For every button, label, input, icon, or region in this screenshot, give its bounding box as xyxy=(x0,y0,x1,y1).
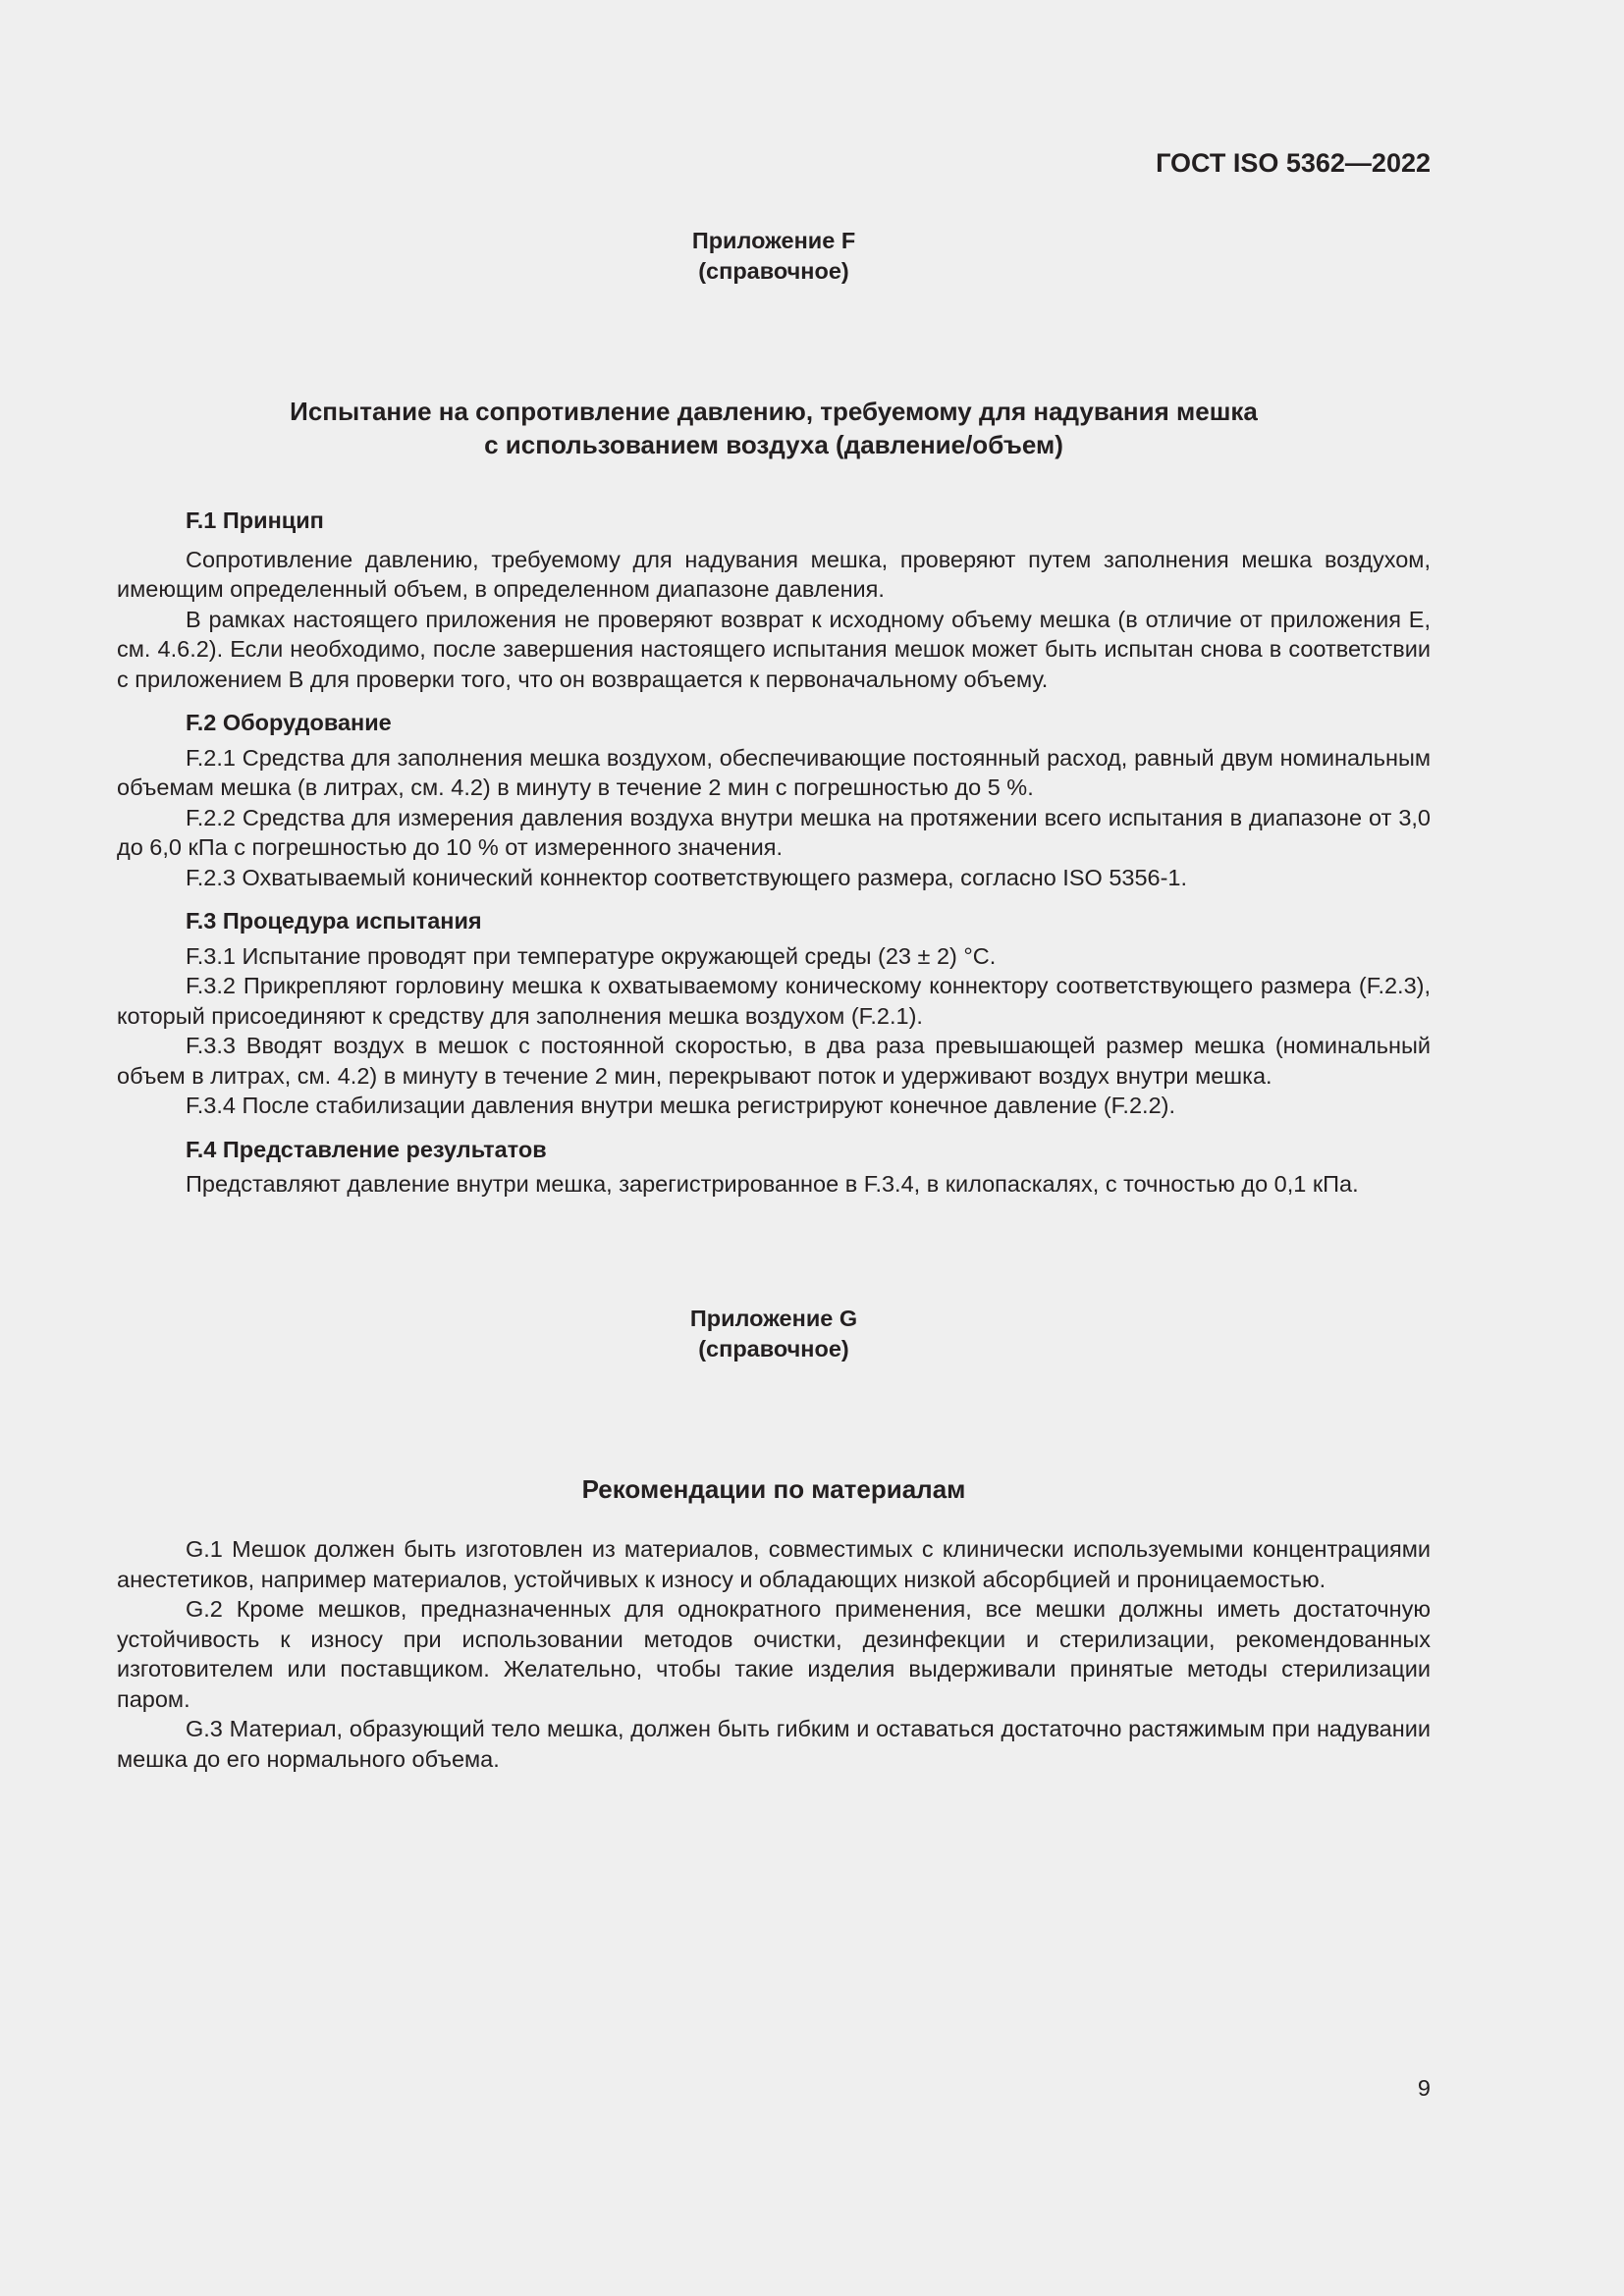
paragraph: F.3.3 Вводят воздух в мешок с постоянной скоростью, в два раза превышающей размер мешка (номинальный объем в литрах, см. 4.2) в минуту в течение 2 мин, перекрывают поток и удерживают воздух внутри мешка. xyxy=(117,1033,1431,1089)
appendix-g-label: Приложение G xyxy=(689,1306,858,1331)
section-heading-f2: F.2 Оборудование xyxy=(186,710,392,735)
paragraph: F.3.4 После стабилизации давления внутри мешка регистрируют конечное давление (F.2.2). xyxy=(186,1093,1175,1118)
section-heading-f1: F.1 Принцип xyxy=(186,507,324,533)
paragraph: F.3.1 Испытание проводят при температуре окружающей среды (23 ± 2) °С. xyxy=(186,942,997,969)
paragraph: G.3 Материал, образующий тело мешка, должен быть гибким и оставаться достаточно растяжимым при надувании мешка до его нормального объема. xyxy=(117,1716,1431,1772)
appendix-f-status: (справочное) xyxy=(698,258,849,284)
appendix-g-body xyxy=(117,1534,1431,1774)
appendix-g-status: (справочное) xyxy=(698,1336,849,1362)
appendix-f-body xyxy=(117,506,1431,1200)
paragraph: Сопротивление давлению, требуемому для надувания мешка, проверяют путем заполнения мешка воздухом, имеющим определенный объем, в определенном диапазоне давления. xyxy=(117,546,1431,602)
paragraph: F.3.2 Прикрепляют горловину мешка к охватываемому коническому коннектору соответствующего размера (F.2.3), который присоединяют к средству для заполнения мешка воздухом (F.2.1). xyxy=(117,973,1431,1029)
paragraph: G.2 Кроме мешков, предназначенных для однократного применения, все мешки должны иметь достаточную устойчивость к износу при использовании методов очистки, дезинфекции и стерилизации, рекомендованных изготовителем или поставщиком. Желательно, чтобы такие изделия выдерживали принятые методы стерилизации паром. xyxy=(117,1596,1431,1712)
standard-code: ГОСТ ISO 5362—2022 xyxy=(1156,148,1431,178)
paragraph: В рамках настоящего приложения не проверяют возврат к исходному объему мешка (в отличие от приложения Е, см. 4.6.2). Если необходимо, после завершения настоящего испытания мешок может быть испытан снова в соответствии с приложением В для проверки того, что он возвращается к первоначальному объему. xyxy=(117,606,1431,692)
appendix-f-title-line2: с использованием воздуха (давление/объем) xyxy=(484,430,1063,459)
appendix-f-label: Приложение F xyxy=(691,228,856,253)
paragraph: F.2.2 Средства для измерения давления воздуха внутри мешка на протяжении всего испытания в диапазоне от 3,0 до 6,0 кПа с погрешностью до 10 % от измеренного значения. xyxy=(117,804,1431,860)
appendix-g-title: Рекомендации по материалам xyxy=(581,1474,966,1504)
paragraph: F.2.1 Средства для заполнения мешка воздухом, обеспечивающие постоянный расход, равный двум номинальным объемам мешка (в литрах, см. 4.2) в минуту в течение 2 мин с погрешностью до 5 %. xyxy=(117,744,1431,800)
document-page xyxy=(117,0,1431,2296)
paragraph: F.2.3 Охватываемый конический коннектор соответствующего размера, согласно ISO 5356-1. xyxy=(186,864,1188,890)
section-heading-f4: F.4 Представление результатов xyxy=(186,1136,547,1162)
page-number: 9 xyxy=(1417,2075,1431,2101)
appendix-f-title-line1: Испытание на сопротивление давлению, требуемому для надувания мешка xyxy=(290,397,1258,426)
paragraph: Представляют давление внутри мешка, зарегистрированное в F.3.4, в килопаскалях, с точностью до 0,1 кПа. xyxy=(186,1171,1359,1197)
paragraph: G.1 Мешок должен быть изготовлен из материалов, совместимых с клинически используемыми концентрациями анестетиков, например материалов, устойчивых к износу и обладающих низкой абсорбцией и проницаемостью. xyxy=(117,1536,1431,1592)
section-heading-f3: F.3 Процедура испытания xyxy=(186,908,482,934)
